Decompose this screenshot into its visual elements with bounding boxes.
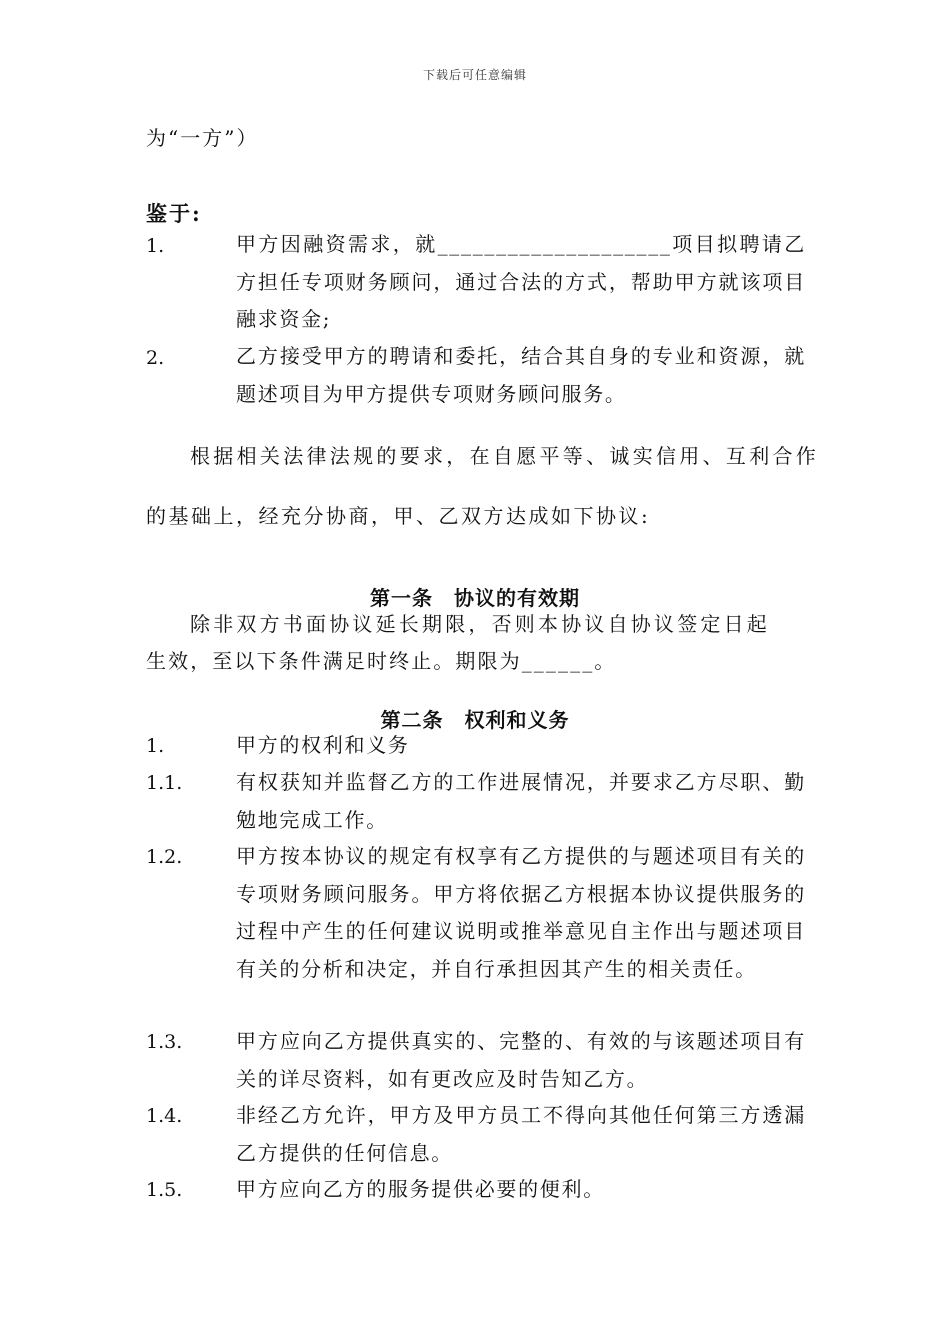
clause-number: 1.3. — [146, 1031, 183, 1053]
basis-paragraph-line-1: 根据相关法律法规的要求，在自愿平等、诚实信用、互利合作 — [190, 444, 820, 468]
clause-number: 1.1. — [146, 772, 183, 794]
whereas-item-number: 2. — [146, 347, 165, 369]
intro-tail-text: 为“一方”） — [146, 126, 259, 150]
basis-paragraph-line-2: 的基础上，经充分协商，甲、乙双方达成如下协议: — [146, 504, 651, 528]
clause-text: 有权获知并监督乙方的工作进展情况，并要求乙方尽职、勤勉地完成工作。 — [236, 770, 806, 832]
clause-number: 1.5. — [146, 1179, 183, 1201]
clause-text: 非经乙方允许，甲方及甲方员工不得向其他任何第三方透漏乙方提供的任何信息。 — [236, 1103, 806, 1165]
article-2-title: 第二条 权利和义务 — [380, 708, 570, 732]
page-header: 下载后可任意编辑 — [422, 68, 527, 82]
clause-number: 1. — [146, 735, 165, 757]
whereas-item-number: 1. — [146, 235, 165, 257]
clause-text: 甲方的权利和义务 — [236, 733, 410, 757]
clause-number: 1.4. — [146, 1105, 183, 1127]
article-1-title: 第一条 协议的有效期 — [370, 586, 580, 610]
whereas-item-text: 甲方因融资需求，就____________________项目拟聘请乙方担任专项财务顾问，通过合法的方式，帮助甲方就该项目融求资金; — [236, 232, 806, 331]
clause-number: 1.2. — [146, 846, 183, 868]
clause-text: 甲方应向乙方提供真实的、完整的、有效的与该题述项目有关的详尽资料，如有更改应及时告知乙方。 — [236, 1029, 806, 1091]
clause-text: 甲方应向乙方的服务提供必要的便利。 — [236, 1177, 605, 1201]
article-1-line-2: 生效，至以下条件满足时终止。期限为______。 — [146, 649, 617, 673]
whereas-heading: 鉴于: — [146, 201, 202, 226]
whereas-item-text: 乙方接受甲方的聘请和委托，结合其自身的专业和资源，就题述项目为甲方提供专项财务顾问服务。 — [236, 344, 806, 406]
clause-text: 甲方按本协议的规定有权享有乙方提供的与题述项目有关的专项财务顾问服务。甲方将依据乙方根据本协议提供服务的过程中产生的任何建议说明或推举意见自主作出与题述项目有关的分析和决定，并自行承担因其产生的相关责任。 — [236, 844, 806, 981]
article-1-line-1: 除非双方书面协议延长期限，否则本协议自协议签定日起 — [190, 612, 770, 636]
